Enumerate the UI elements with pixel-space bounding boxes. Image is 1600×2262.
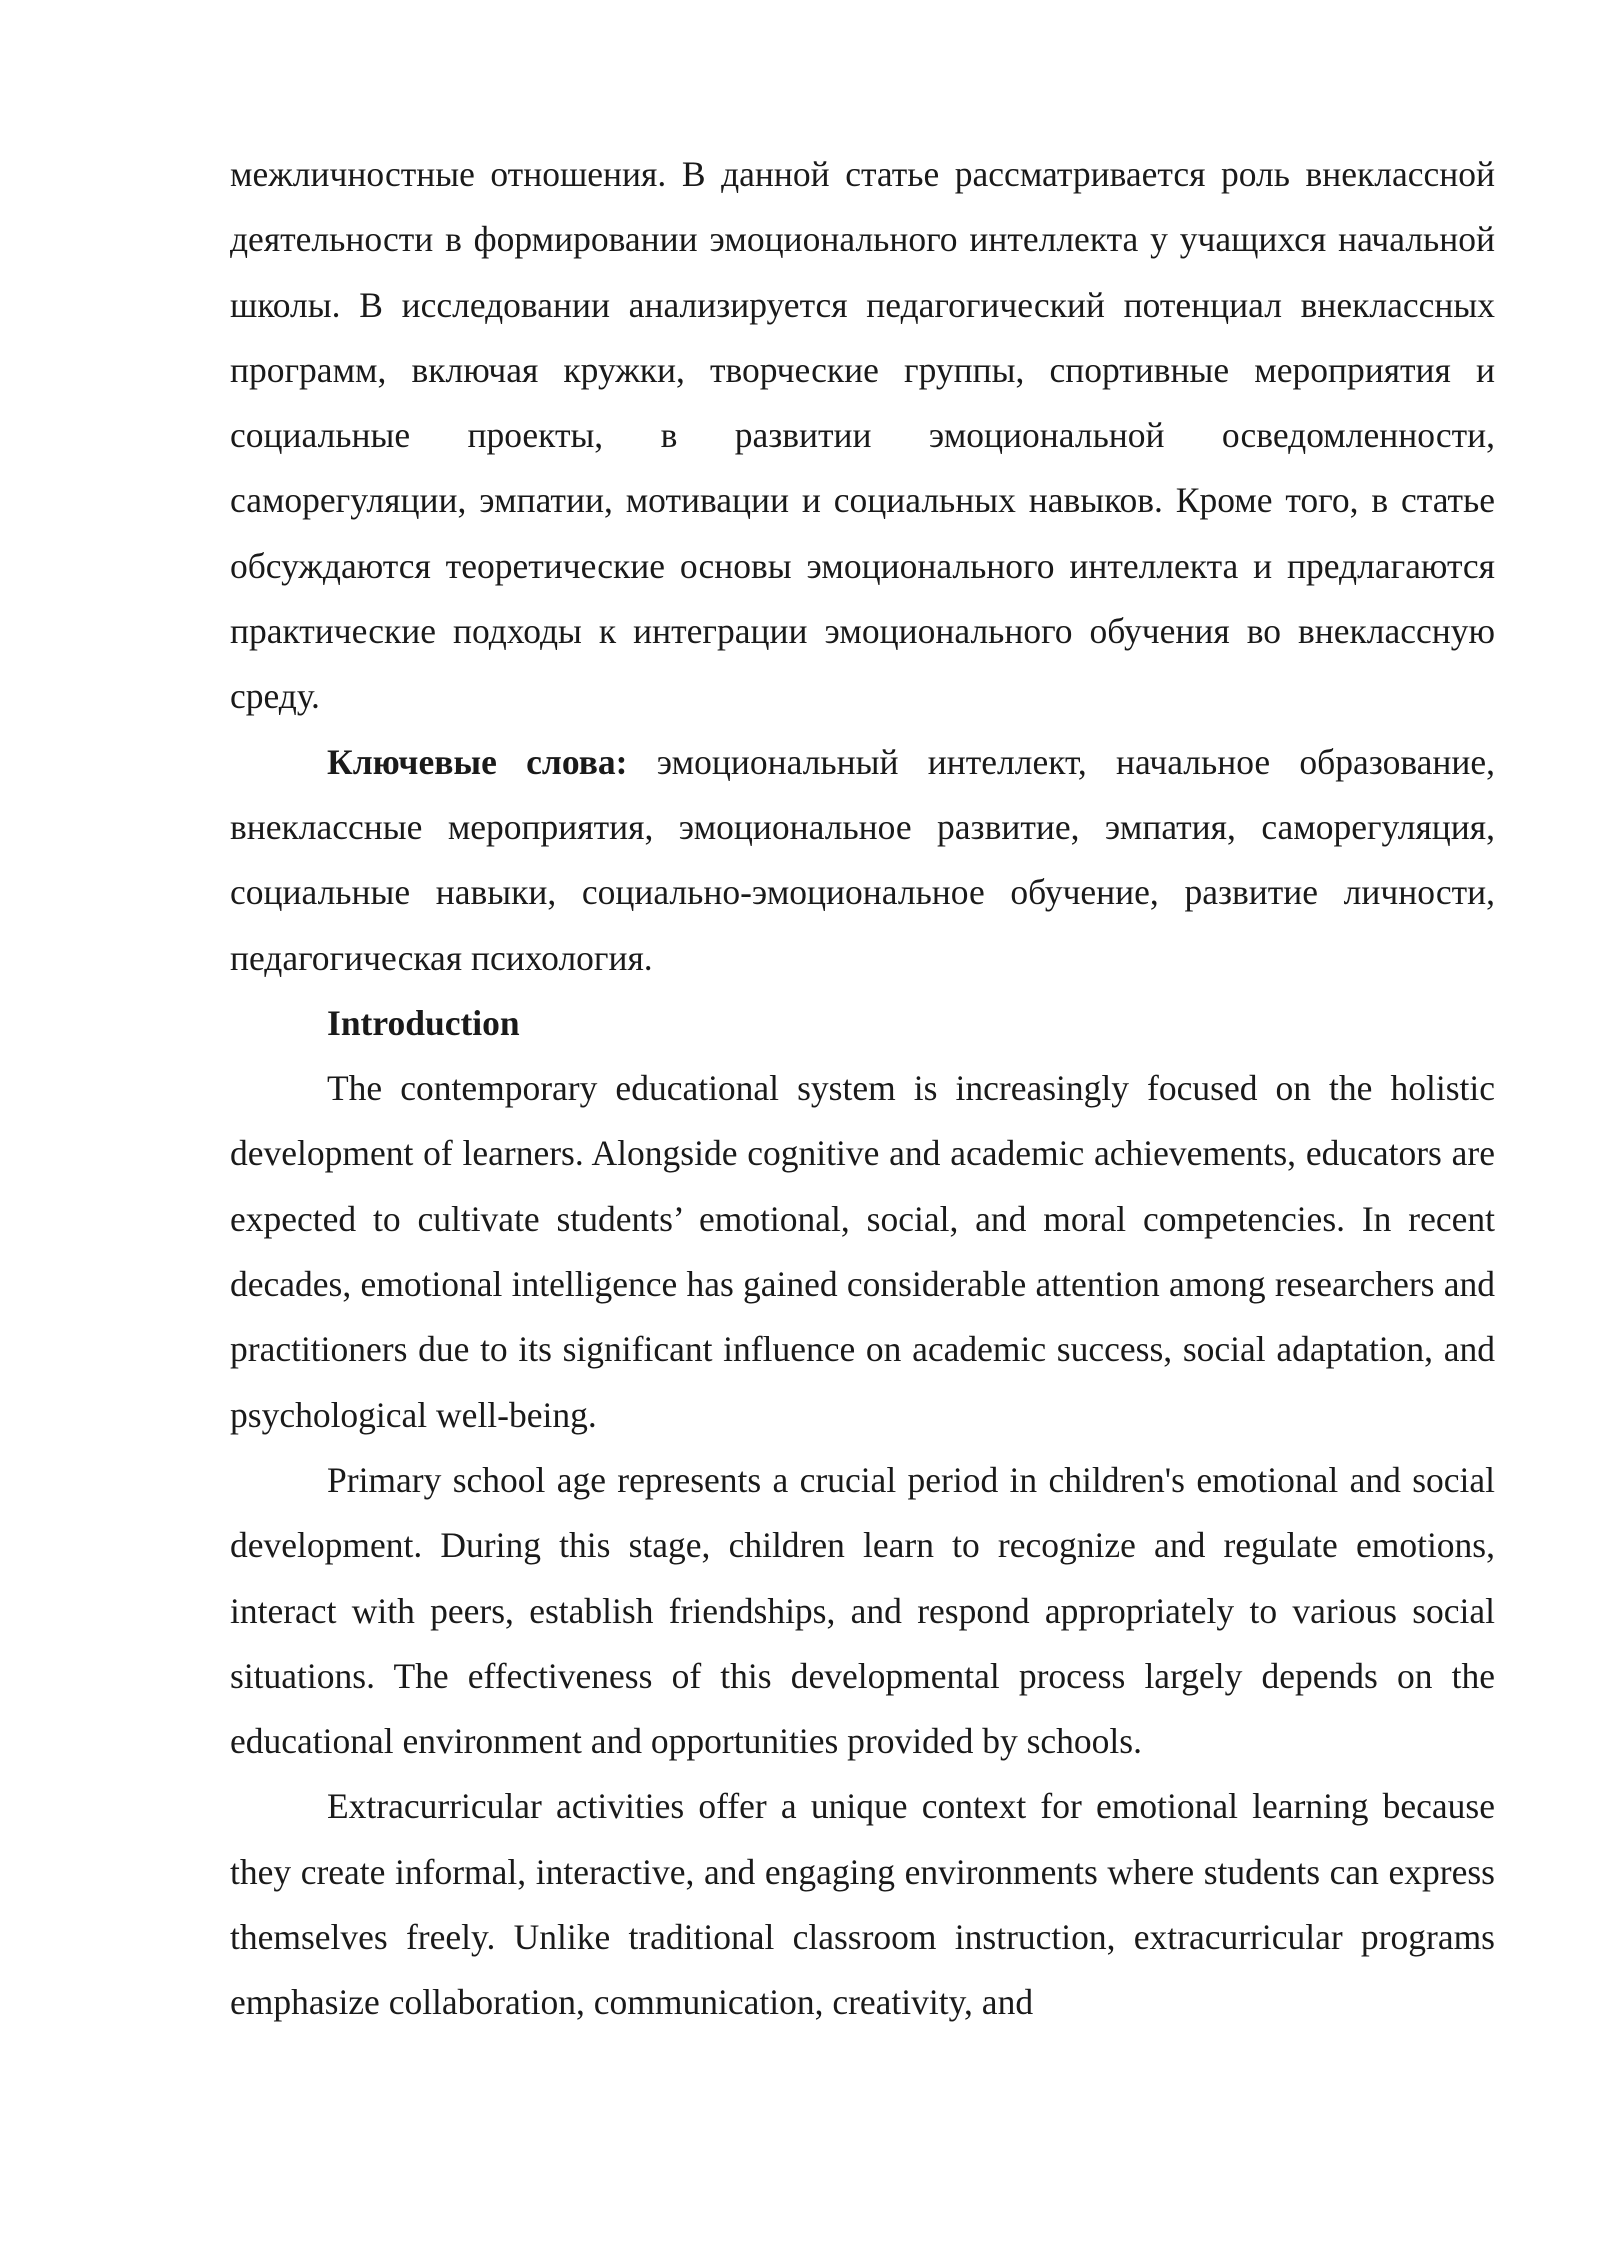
page-content xyxy=(230,142,1495,2036)
keywords-paragraph xyxy=(230,730,1495,991)
intro-paragraph-2: Primary school age represents a crucial period in children's emotional and social development. During this stage, children learn to recognize and regulate emotions, interact with peers, establish friendships, and respond appropriately to various social situations. The effectiveness of this developmental process largely depends on the educational environment and opportunities provided by schools. xyxy=(230,1459,1495,1762)
intro-paragraph-1: The contemporary educational system is increasingly focused on the holistic development of learners. Alongside cognitive and academic achievements, educators are expected to cultivate students’ emotional, social, and moral competencies. In recent decades, emotional intelligence has gained considerable attention among researchers and practitioners due to its significant influence on academic success, social adaptation, and psychological well-being. xyxy=(230,1068,1495,1435)
keywords-label: Ключевые слова: xyxy=(327,741,628,782)
introduction-heading: Introduction xyxy=(327,1002,520,1043)
intro-paragraph-3: Extracurricular activities offer a unique context for emotional learning because they create informal, interactive, and engaging environments where students can express themselves freely. Unlike traditional classroom instruction, extracurricular programs emphasize collaboration, communication, creativity, and xyxy=(230,1786,1495,2023)
keywords-text: эмоциональный интеллект, начальное образование, внеклассные мероприятия, эмоциональное развитие, эмпатия, саморегуляция, социальные навыки, социально-эмоциональное обучение, развитие личности, педагогическая психология. xyxy=(230,741,1495,978)
abstract-paragraph: межличностные отношения. В данной статье рассматривается роль внеклассной деятельности в формировании эмоционального интеллекта у учащихся начальной школы. В исследовании анализируется педагогический потенциал внеклассных программ, включая кружки, творческие группы, спортивные мероприятия и социальные проекты, в развитии эмоциональной осведомленности, саморегуляции, эмпатии, мотивации и социальных навыков. Кроме того, в статье обсуждаются теоретические основы эмоционального интеллекта и предлагаются практические подходы к интеграции эмоционального обучения во внеклассную среду. xyxy=(230,154,1495,717)
